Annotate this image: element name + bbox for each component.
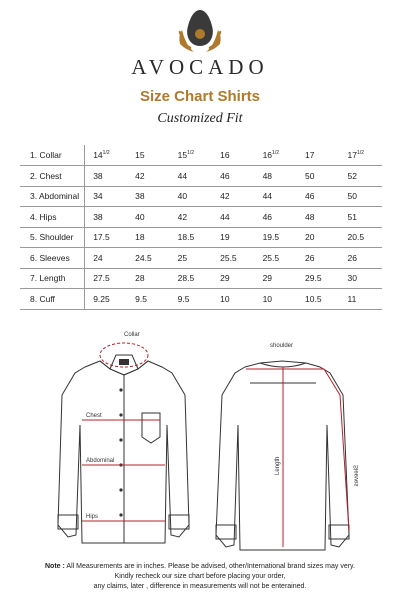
- size-value: 9.25: [85, 289, 127, 310]
- note-line-1: All Measurements are in inches. Please be advised, other/International brand sizes may very.: [66, 563, 355, 570]
- size-value: 19: [212, 227, 254, 248]
- front-shirt-drawing: [58, 355, 189, 543]
- page-subtitle: Customized Fit: [157, 111, 243, 126]
- table-row: [20, 289, 382, 310]
- abdominal-label: Abdominal: [86, 458, 115, 464]
- size-value: 29.5: [297, 268, 339, 289]
- size-value: 52: [340, 166, 382, 187]
- size-value: 24: [85, 248, 127, 269]
- size-value: 11: [340, 289, 382, 310]
- size-value: 9.5: [127, 289, 169, 310]
- row-label: 4. Hips: [20, 207, 85, 228]
- size-value: 50: [340, 186, 382, 207]
- size-value: 48: [255, 166, 297, 187]
- table-row: [20, 227, 382, 248]
- size-value: 50: [297, 166, 339, 187]
- size-value: $16^{1/2}$: [255, 145, 297, 166]
- size-value: 16: [212, 145, 254, 166]
- measurement-note: [0, 562, 400, 592]
- size-value: 40: [170, 186, 212, 207]
- size-value: 10: [255, 289, 297, 310]
- size-value: 28.5: [170, 268, 212, 289]
- size-value: 18.5: [170, 227, 212, 248]
- size-value: 25.5: [212, 248, 254, 269]
- row-label: 8. Cuff: [20, 289, 85, 310]
- size-value: $15^{1/2}$: [170, 145, 212, 166]
- note-line-3: any claims, later , difference in measurements will not be enterained.: [93, 583, 307, 590]
- size-value: 34: [85, 186, 127, 207]
- size-value: 30: [340, 268, 382, 289]
- size-value: $14^{1/2}$: [85, 145, 127, 166]
- shirt-diagram: [40, 325, 390, 560]
- size-value: 48: [297, 207, 339, 228]
- size-value: 44: [170, 166, 212, 187]
- size-value: 26: [297, 248, 339, 269]
- page-title: Size Chart Shirts: [139, 88, 261, 105]
- table-row: [20, 248, 382, 269]
- size-value: 25: [170, 248, 212, 269]
- size-value: 29: [212, 268, 254, 289]
- length-label: Length: [275, 456, 281, 475]
- size-value: $17^{1/2}$: [340, 145, 382, 166]
- size-value: 38: [85, 207, 127, 228]
- brand-name: AVOCADO: [131, 55, 269, 79]
- size-value: 17.5: [85, 227, 127, 248]
- size-value: 25.5: [255, 248, 297, 269]
- shirt-label-tag: [119, 359, 129, 365]
- size-value: 24.5: [127, 248, 169, 269]
- size-value: 17: [297, 145, 339, 166]
- size-chart-table: [20, 145, 382, 310]
- table-row: [20, 207, 382, 228]
- hips-label: Hips: [86, 514, 99, 520]
- row-label: 3. Abdominal: [20, 186, 85, 207]
- collar-label: Collar: [124, 332, 140, 338]
- table-row: [20, 186, 382, 207]
- size-value: 19.5: [255, 227, 297, 248]
- size-value: 26: [340, 248, 382, 269]
- row-label: 7. Length: [20, 268, 85, 289]
- size-value: 42: [170, 207, 212, 228]
- chest-label: Chest: [86, 413, 102, 419]
- size-value: 42: [212, 186, 254, 207]
- size-value: 46: [297, 186, 339, 207]
- avocado-logo: [0, 8, 400, 56]
- size-value: 42: [127, 166, 169, 187]
- row-label: 2. Chest: [20, 166, 85, 187]
- row-label: 6. Sleeves: [20, 248, 85, 269]
- size-value: 9.5: [170, 289, 212, 310]
- size-value: 40: [127, 207, 169, 228]
- size-value: 28: [127, 268, 169, 289]
- size-value: 20: [297, 227, 339, 248]
- size-value: 10.5: [297, 289, 339, 310]
- avocado-icon: [187, 10, 213, 46]
- row-label: 5. Shoulder: [20, 227, 85, 248]
- size-value: 10: [212, 289, 254, 310]
- size-value: 27.5: [85, 268, 127, 289]
- table-row: [20, 166, 382, 187]
- size-value: 18: [127, 227, 169, 248]
- note-label: Note :: [45, 563, 65, 570]
- shoulder-label: shoulder: [270, 343, 294, 349]
- size-value: 38: [85, 166, 127, 187]
- sleeves-label: Sleeves: [354, 465, 360, 487]
- note-line-2: Kindly recheck our size chart before placing your order,: [114, 573, 286, 580]
- back-measure-lines: [246, 367, 349, 547]
- size-value: 51: [340, 207, 382, 228]
- size-value: 44: [212, 207, 254, 228]
- front-shirt-buttons: [119, 388, 122, 516]
- size-value: 46: [255, 207, 297, 228]
- size-value: 15: [127, 145, 169, 166]
- size-value: 46: [212, 166, 254, 187]
- table-row: [20, 268, 382, 289]
- size-value: 44: [255, 186, 297, 207]
- size-value: 38: [127, 186, 169, 207]
- size-value: 29: [255, 268, 297, 289]
- table-row: [20, 145, 382, 166]
- size-value: 20.5: [340, 227, 382, 248]
- row-label: 1. Collar: [20, 145, 85, 166]
